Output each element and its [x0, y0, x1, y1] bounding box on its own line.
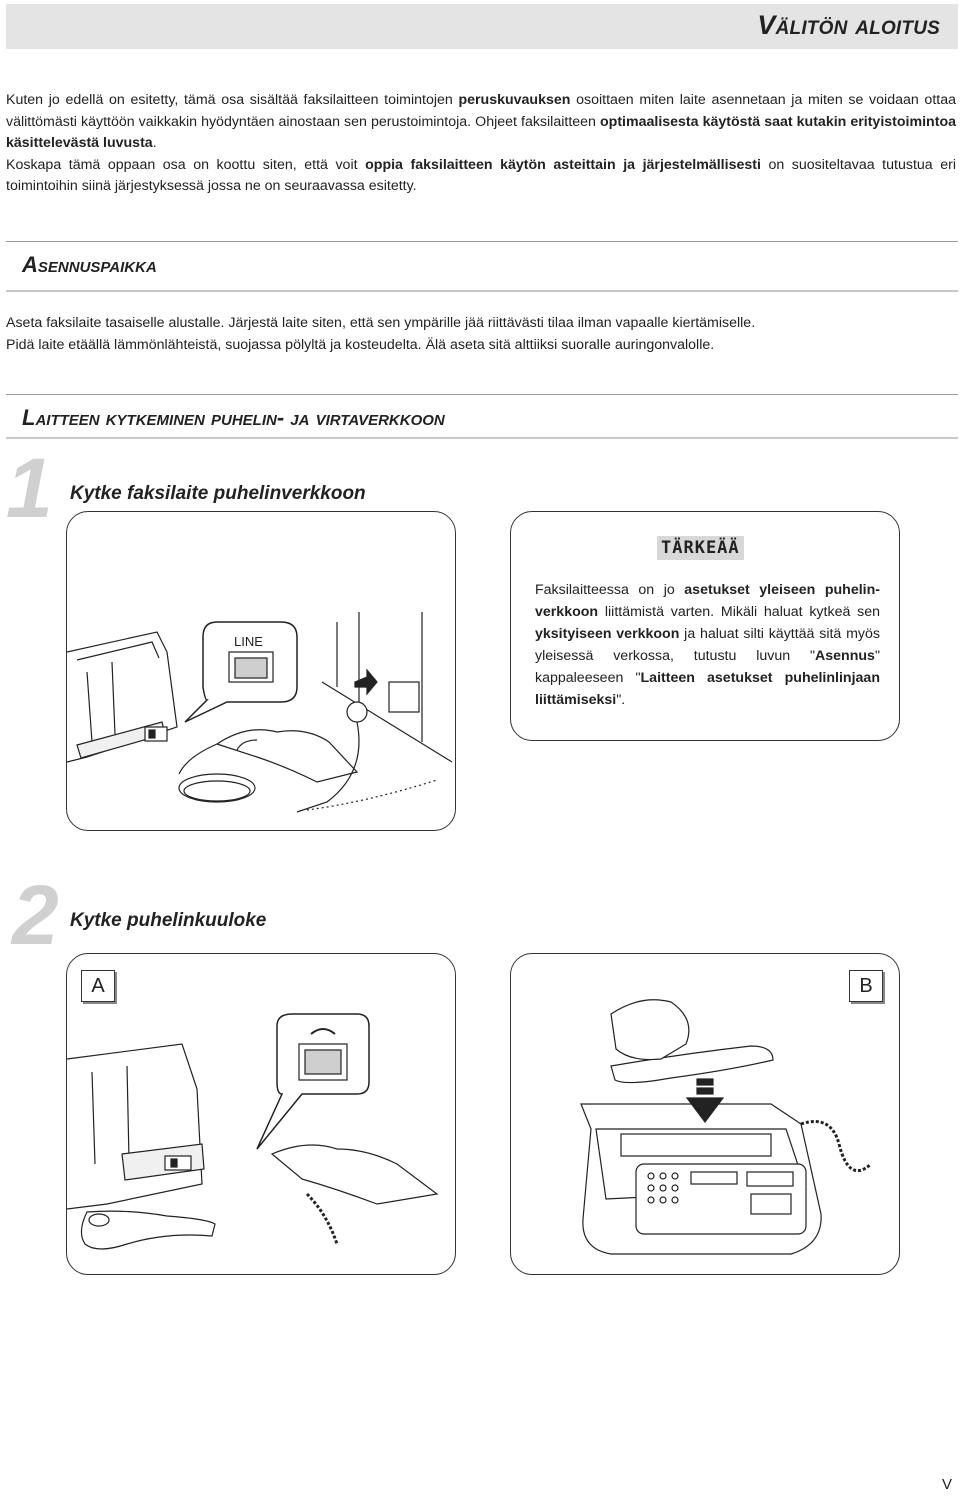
important-paragraph	[535, 579, 880, 711]
section-title-installation: Asennuspaikka	[22, 252, 157, 277]
text-run: .	[152, 135, 157, 151]
section-divider	[6, 241, 958, 242]
text-run: ja haluat silti käyttää sitä myös yleisessä verkossa, tutustu luvun "	[535, 626, 880, 664]
intro-paragraph-2	[6, 155, 956, 198]
installation-line-1: Aseta faksilaite tasaiselle alustalle. Järjestä laite siten, että sen ympärille jää riittävästi tilaa ilman vapaalle kiertämiselle.	[6, 315, 756, 331]
section-divider	[6, 394, 958, 395]
step-number-1: 1	[6, 441, 53, 535]
section-underline	[6, 437, 958, 439]
illustration-panel-b	[510, 953, 900, 1275]
section-underline	[6, 290, 958, 292]
text-run: liittämistä varten. Mikäli haluat kytkeä sen	[598, 604, 880, 620]
installation-text	[6, 313, 956, 356]
header-bar	[6, 4, 958, 49]
page-title: Välitön aloitus	[757, 10, 940, 40]
panel-a-label: A	[81, 970, 115, 1002]
important-heading: TÄRKEÄÄ	[657, 536, 744, 560]
text-run: Koskapa tämä oppaan osa on koottu siten, että voit	[6, 156, 366, 173]
bold-run: optimaalisesta käytöstä saat kutakin erityistoimintoa käsittelevästä luvusta	[6, 113, 956, 151]
text-run: Faksilaitteessa on jo	[535, 582, 685, 598]
section-title-connect: Laitteen kytkeminen puhelin- ja virtaverkkoon	[22, 405, 445, 430]
page-number: V	[941, 1476, 952, 1493]
illustration-panel-a	[66, 953, 456, 1275]
intro-text	[6, 90, 956, 198]
step-title-2: Kytke puhelinkuuloke	[70, 910, 267, 931]
text-run: on suositeltavaa tutustua eri toimintoihin siinä järjestyksessä jossa ne on seuraavassa esitetty.	[6, 156, 956, 194]
bold-run: asetukset yleiseen puhelin-verkkoon	[535, 582, 881, 620]
illustration-connect-line	[66, 511, 456, 831]
bold-run: oppia faksilaitteen käytön asteittain ja järjestelmällisesti	[365, 156, 761, 173]
bold-run: Laitteen asetukset puhelinlinjaan liittämiseksi	[535, 670, 880, 708]
handset-place-illustration	[511, 954, 900, 1275]
panel-b-label: B	[849, 970, 883, 1002]
intro-paragraph-1	[6, 90, 956, 155]
important-note-panel	[510, 511, 900, 741]
bold-run: Asennus	[815, 648, 875, 664]
text-run: ".	[616, 692, 626, 708]
step-number-2: 2	[12, 868, 59, 962]
line-port-label: LINE	[234, 634, 263, 649]
important-text	[535, 579, 880, 711]
handset-connect-illustration	[67, 954, 456, 1275]
text-run: osoittaen miten laite asennetaan ja miten se voidaan ottaa välittömästi käyttöön vaikkakin hyödyntäen ainostaan sen perustoimintoja. Ohjeet faksilaitteen	[6, 92, 956, 130]
text-run: " kappaleeseen "	[535, 648, 880, 686]
bold-run: yksityiseen verkkoon	[535, 626, 680, 642]
step-title-1: Kytke faksilaite puhelinverkkoon	[70, 483, 366, 504]
installation-line-2: Pidä laite etäällä lämmönlähteistä, suojassa pölyltä ja kosteudelta. Älä aseta sitä alttiiksi suoralle auringonvalolle.	[6, 336, 715, 353]
fax-line-illustration	[67, 512, 456, 831]
bold-run: peruskuvauksen	[458, 92, 571, 108]
text-run: Kuten jo edellä on esitetty, tämä osa sisältää faksilaitteen toimintojen	[6, 92, 459, 108]
